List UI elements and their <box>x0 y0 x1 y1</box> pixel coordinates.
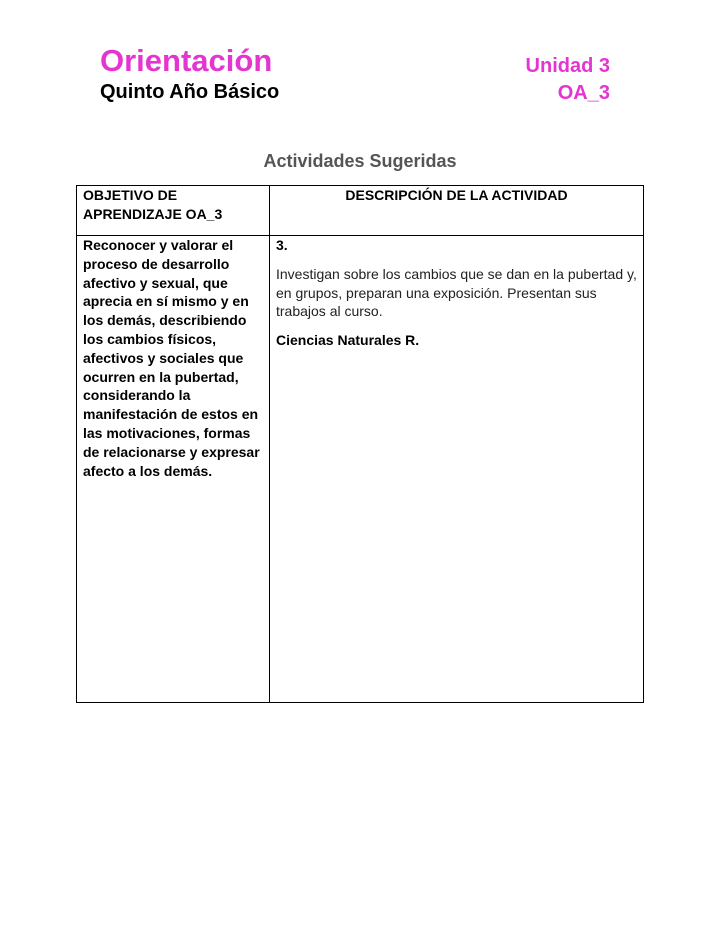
subject-title: Orientación <box>100 43 273 78</box>
unit-label: Unidad 3 <box>525 55 610 77</box>
description-header: DESCRIPCIÓN DE LA ACTIVIDAD <box>270 186 644 236</box>
document-header-left <box>100 42 279 104</box>
document-header-right <box>526 53 610 107</box>
objective-header: OBJETIVO DE APRENDIZAJE OA_3 <box>77 186 270 236</box>
activity-table <box>76 185 644 703</box>
table-header-row <box>77 186 644 236</box>
objective-text: Reconocer y valorar el proceso de desarrollo afectivo y sexual, que aprecia en sí mismo y en los demás, describiendo los cambios físicos, afectivos y sociales que ocurren en la pubertad, considerando la manifestación de estos en las motivaciones, formas de relacionarse y expresar afecto a los demás. <box>77 236 270 703</box>
oa-code: OA_3 <box>557 82 610 104</box>
table-row <box>77 236 644 703</box>
description-cell <box>270 236 644 703</box>
grade-title: Quinto Año Básico <box>100 81 280 103</box>
activity-cross-reference: Ciencias Naturales R. <box>276 332 420 349</box>
section-title: Actividades Sugeridas <box>263 151 457 171</box>
activity-number: 3. <box>276 237 288 253</box>
activity-text: Investigan sobre los cambios que se dan en la pubertad y, en grupos, preparan una exposición. Presentan sus trabajos al curso. <box>276 265 637 320</box>
